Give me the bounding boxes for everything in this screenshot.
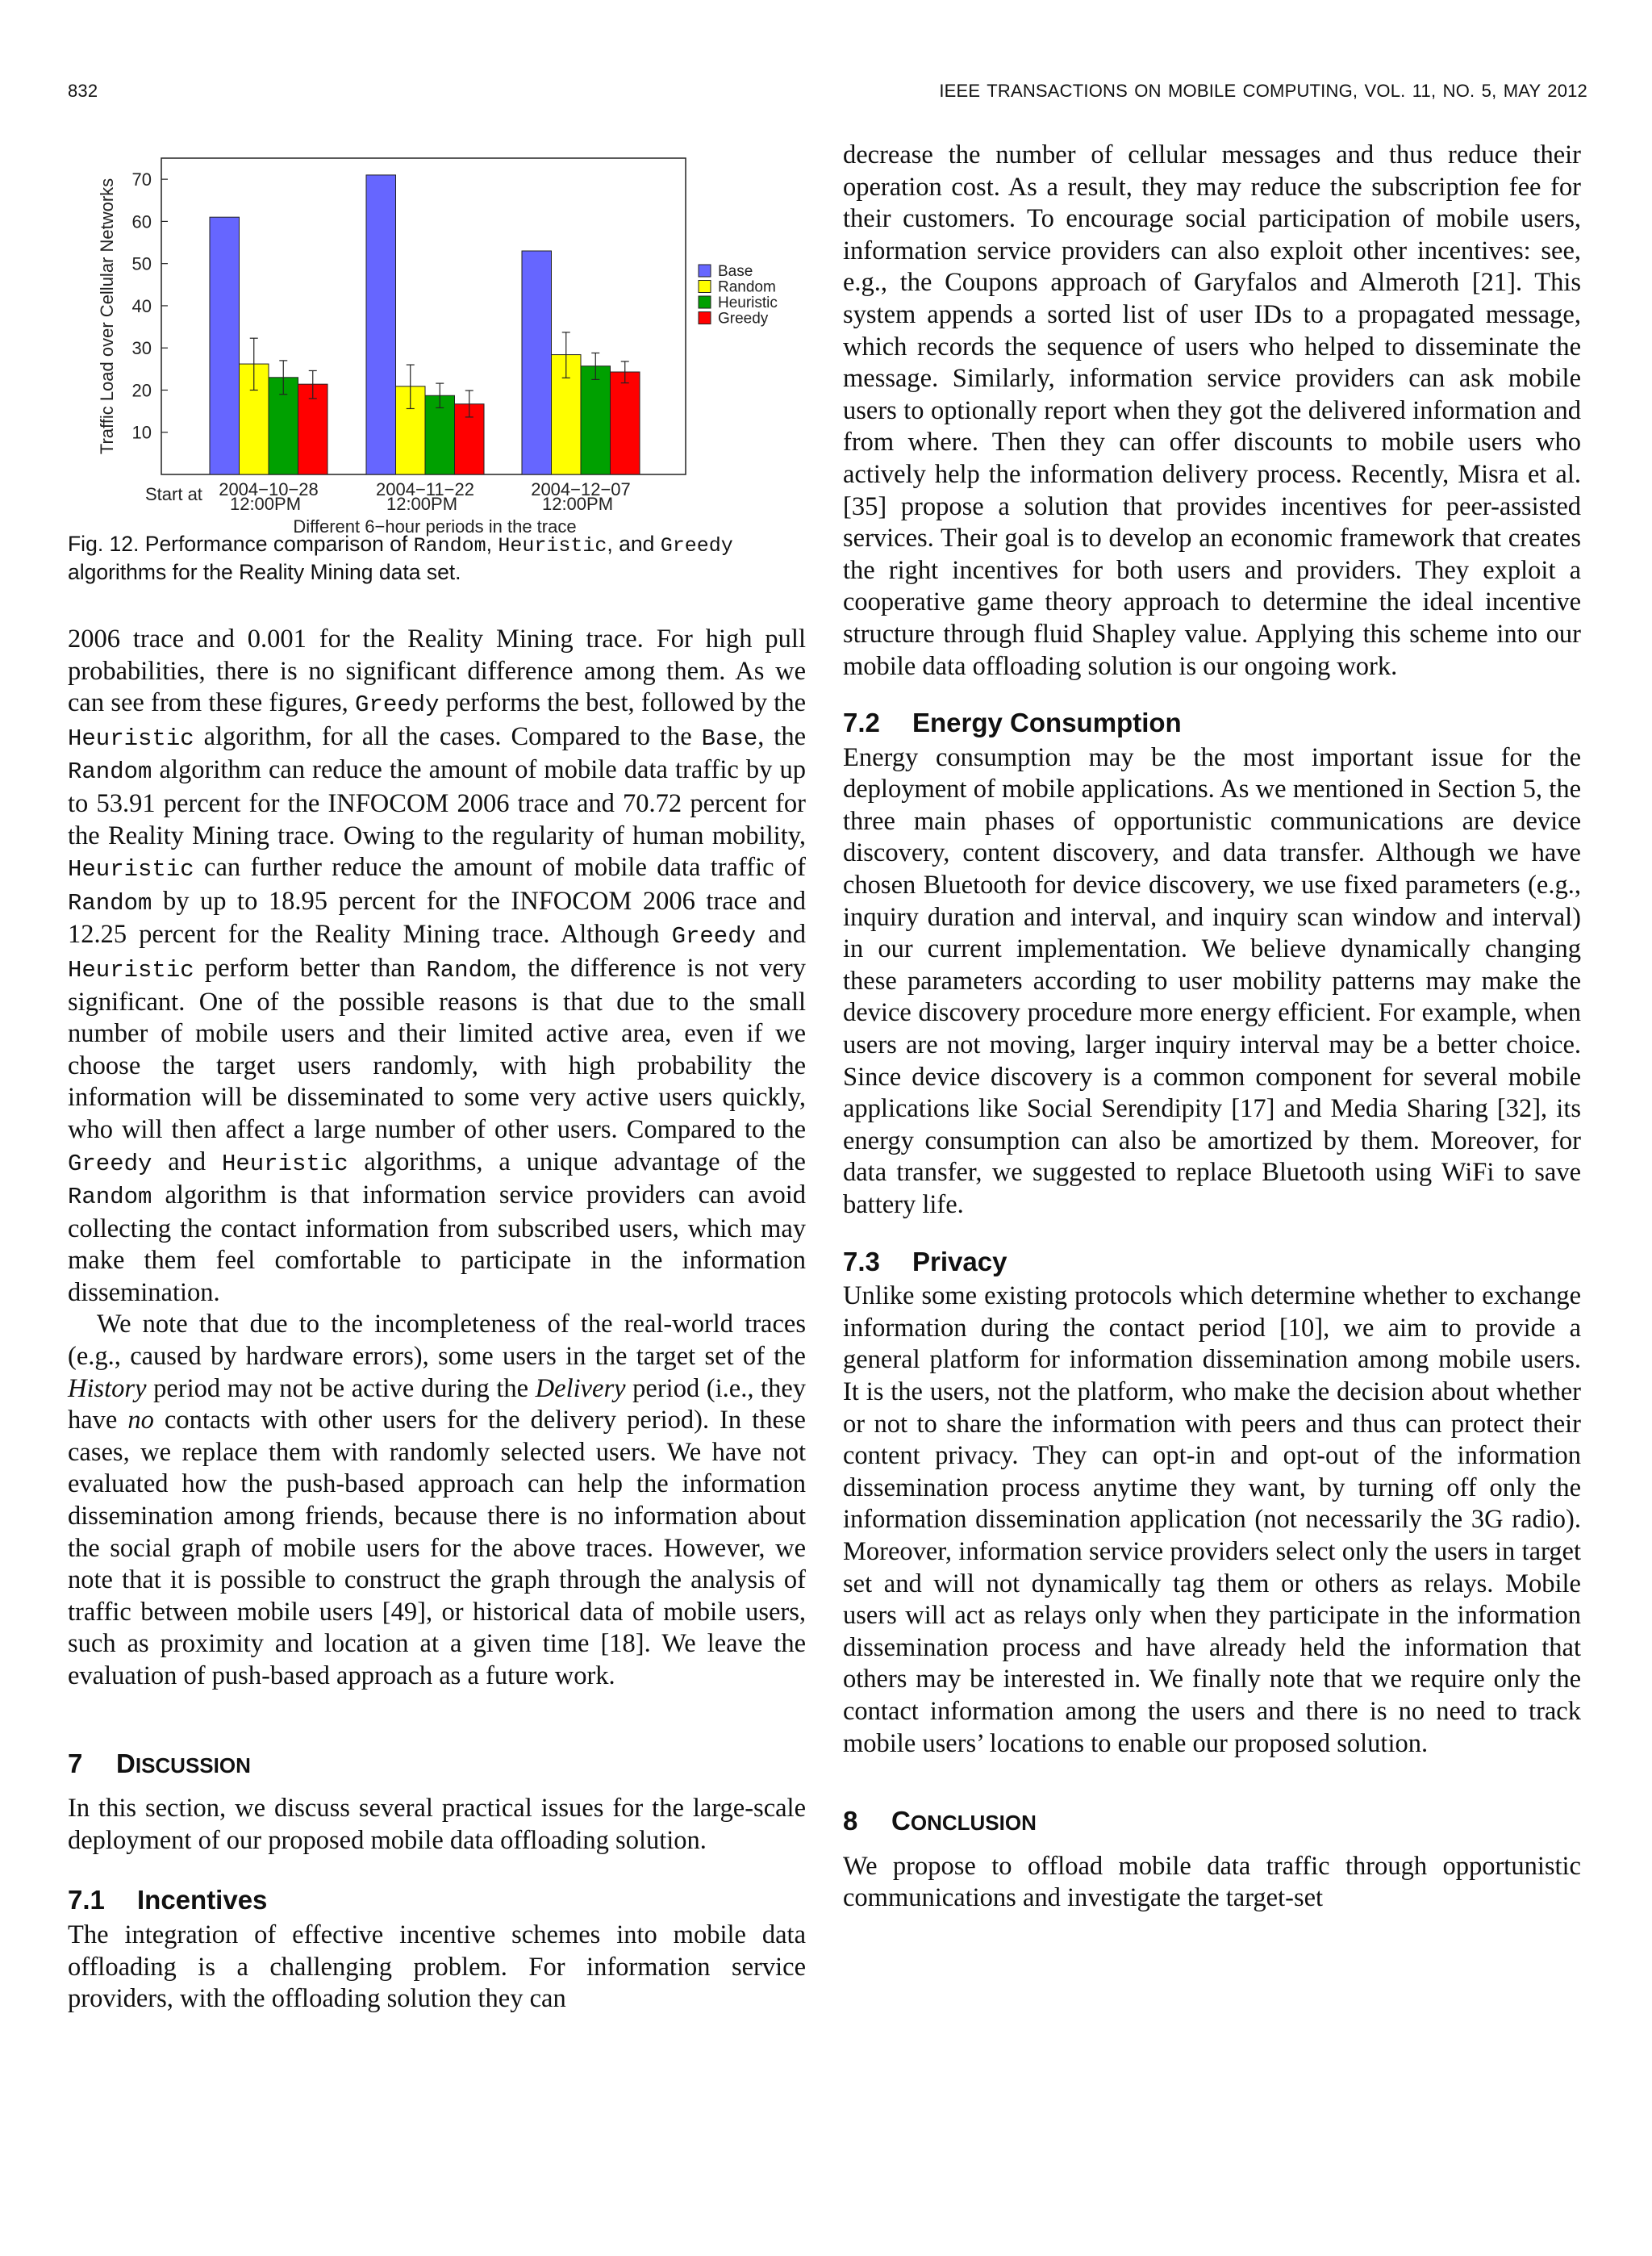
y-tick-label: 50 <box>131 253 152 274</box>
journal-title: IEEE TRANSACTIONS ON MOBILE COMPUTING, VOL. 11, NO. 5, MAY 2012 <box>939 81 1587 101</box>
bar-base <box>522 251 552 474</box>
code-run: Random <box>68 758 152 786</box>
italic-run: no <box>127 1406 154 1435</box>
legend-swatch-random <box>699 281 711 293</box>
subsection-number: 7.2 <box>843 708 880 738</box>
y-tick-label: 70 <box>131 169 152 190</box>
right-column <box>843 140 1581 1915</box>
x-tick-label-time: 12:00PM <box>541 494 614 514</box>
legend-label: Greedy <box>718 310 769 328</box>
section-number: 7 <box>68 1748 83 1778</box>
text-run: algorithm is that information service providers can avoid collecting the contact information from subscribed users, which may make them feel comfortable to participate in the information dissemination. <box>68 1180 806 1307</box>
subsection-number: 7.1 <box>68 1885 105 1916</box>
caption-algo-heuristic: Heuristic <box>498 534 607 558</box>
running-header <box>68 81 1587 105</box>
code-run: Heuristic <box>68 856 194 884</box>
legend-swatch-base <box>699 265 711 277</box>
y-tick-label: 60 <box>131 211 152 232</box>
subsection-7-1-text: The integration of effective incentive schemes into mobile data offloading is a challenging problem. For information service providers, with the offloading solution they can <box>68 1920 806 2014</box>
legend-label: Heuristic <box>718 295 778 311</box>
text-run: , the difference is not very significant. One of the possible reasons is that due to the small number of mobile users and their limited active area, even if we choose the target users randomly, with high probability the information will be disseminated to some very active users quickly, who will then affect a large number of other users. Compared to the <box>68 953 806 1144</box>
x-tick-label-date: 2004−11−22 <box>376 479 474 499</box>
paragraph-results <box>68 624 806 1309</box>
text-run: by up to 18.95 percent for the INFOCOM 2006 trace and 12.25 percent for the Reality Mining trace. Although <box>68 886 806 950</box>
bar-greedy <box>611 372 640 474</box>
caption-algo-random: Random <box>413 534 486 558</box>
y-tick-label: 40 <box>131 295 152 316</box>
italic-run: Delivery <box>535 1373 626 1403</box>
subsection-7-3-heading <box>843 1246 1581 1278</box>
caption-text: algorithms for the Reality Mining data set. <box>68 560 461 584</box>
figure-12-chart <box>68 137 826 537</box>
subsection-7-2-heading <box>843 707 1581 739</box>
code-run: Random <box>426 956 511 984</box>
text-run: contacts with other users for the delivery period). In these cases, we replace them with randomly selected users. We have not evaluated how the push-based approach can help the information dissemination among friends, because there is no information about the social graph of mobile users for the above traces. However, we note that it is possible to construct the graph through the analysis of traffic between mobile users [49], or historical data of mobile users, such as proximity and location at a given time [18]. We leave the evaluation of push-based approach as a future work. <box>68 1406 806 1690</box>
text-run: algorithms, a unique advantage of the <box>348 1147 806 1176</box>
text-run: can further reduce the amount of mobile data traffic of <box>194 853 806 883</box>
caption-text: Performance comparison of <box>144 532 414 556</box>
text-run: and <box>152 1147 222 1176</box>
text-run: period may not be active during the <box>146 1373 536 1403</box>
bar-base <box>210 217 240 474</box>
subsection-title: Incentives <box>137 1885 268 1916</box>
bar-heuristic <box>581 366 611 474</box>
caption-sep: , <box>486 532 499 556</box>
subsection-7-3-text: Unlike some existing protocols which determine whether to exchange information during the contact period [10], we aim to provide a general platform for information dissemination among mobile users. It is the users, not the platform, who make the decision about whether or not to share the information with peers and thus can protect their content privacy. They can opt-in and opt-out of the information dissemination process anytime they want, by turning off only the information dissemination application (not necessarily the 3G radio). Moreover, information service providers select only the users in target set and will not dynamically tag them or others as relays. Mobile users will act as relays only when they participate in the information dissemination process and have already held the information that others may be interested in. We finally note that we require only the contact information among the users and there is no need to track mobile users’ locations to enable our proposed solution. <box>843 1281 1581 1758</box>
section-title-rest: ONCLUSION <box>910 1811 1037 1836</box>
text-run: period (i.e., they have <box>68 1373 807 1435</box>
section-title-rest: ISCUSSION <box>135 1753 251 1778</box>
incentives-continued-text: decrease the number of cellular messages and thus reduce their operation cost. As a result, they may reduce the subscription fee for their customers. To encourage social participation of mobile users, information service providers can also exploit other incentives: see, e.g., the Coupons approach of Garyfalos and Almeroth [21]. This system appends a sorted list of user IDs to a propagated message, which records the sequence of users who helped to disseminate the message. Similarly, information service providers can ask mobile users to optionally report when they got the delivered information and from where. Then they can offer discounts to mobile users who actively help the information delivery process. Recently, Misra et al. [35] propose a solution that provides incentives for peer-assisted services. Their goal is to develop an economic framework that creates the right incentives for both users and providers. They exploit a cooperative game theory approach to determine the ideal incentive structure through fluid Shapley value. Applying this scheme into our mobile data offloading solution is our ongoing work. <box>843 140 1581 681</box>
code-run: Heuristic <box>68 725 194 752</box>
subsection-title: Energy Consumption <box>912 708 1182 738</box>
figure-caption <box>68 531 806 585</box>
caption-sep: , and <box>607 532 661 556</box>
subsection-number: 7.3 <box>843 1246 880 1276</box>
section-7-heading <box>68 1748 806 1782</box>
text-run: algorithm, for all the cases. Compared to the <box>194 721 702 751</box>
y-tick-label: 10 <box>131 422 152 443</box>
bar-chart <box>68 137 826 537</box>
legend-swatch-heuristic <box>699 296 711 308</box>
section-8-heading <box>843 1805 1581 1840</box>
text-run: perform better than <box>194 953 427 983</box>
text-run: , the <box>757 721 806 751</box>
text-run: performs the best, followed by the <box>439 688 806 718</box>
x-tick-label-date: 2004−10−28 <box>219 479 319 499</box>
italic-run: History <box>68 1373 147 1403</box>
x-prefix-label: Start at <box>145 484 202 504</box>
text-run: algorithm can reduce the amount of mobile data traffic by up to 53.91 percent for the INFOCOM 2006 trace and 70.72 percent for the Reality Mining trace. Owing to the regularity of human mobility, <box>68 755 806 850</box>
left-column <box>68 531 806 2016</box>
page-number: 832 <box>68 81 98 101</box>
section-7-intro: In this section, we discuss several practical issues for the large-scale deployment of our proposed mobile data offloading solution. <box>68 1794 806 1855</box>
legend-label: Base <box>718 263 753 280</box>
section-number: 8 <box>843 1806 858 1836</box>
x-tick-label-date: 2004−12−07 <box>531 479 631 499</box>
section-title-initial: C <box>891 1806 911 1836</box>
legend-swatch-greedy <box>699 312 711 324</box>
x-tick-label-time: 12:00PM <box>229 494 302 514</box>
section-title-initial: D <box>116 1748 136 1778</box>
y-tick-label: 30 <box>131 338 152 359</box>
paragraph-limitations <box>68 1309 806 1692</box>
section-8-text: We propose to offload mobile data traffic through opportunistic communications and investigate the target-set <box>843 1851 1581 1913</box>
text-run: We note that due to the incompleteness of the real-world traces (e.g., caused by hardware errors), some users in the target set of the <box>68 1310 806 1372</box>
y-tick-label: 20 <box>131 380 152 401</box>
code-run: Heuristic <box>221 1150 348 1177</box>
code-run: Random <box>68 889 152 917</box>
code-run: Heuristic <box>68 956 194 984</box>
code-run: Base <box>701 725 758 752</box>
x-tick-label-time: 12:00PM <box>386 494 458 514</box>
legend-label: Random <box>718 278 776 296</box>
bar-base <box>366 175 396 474</box>
code-run: Greedy <box>68 1150 152 1177</box>
code-run: Random <box>68 1184 152 1211</box>
text-run: and <box>756 920 806 950</box>
figure-label: Fig. 12. <box>68 532 140 556</box>
code-run: Greedy <box>355 691 440 719</box>
caption-algo-greedy: Greedy <box>660 534 733 558</box>
subsection-7-1-heading <box>68 1884 806 1916</box>
text-run: 2006 trace and 0.001 for the Reality Mining trace. For high pull probabilities, there is no significant difference among them. As we can see from these figures, <box>68 625 806 718</box>
y-axis-label: Traffic Load over Cellular Networks <box>97 178 117 455</box>
subsection-title: Privacy <box>912 1246 1007 1276</box>
code-run: Greedy <box>671 923 757 950</box>
x-axis-label: Different 6−hour periods in the trace <box>293 516 577 537</box>
subsection-7-2-text: Energy consumption may be the most important issue for the deployment of mobile applications. As we mentioned in Section 5, the three main phases of opportunistic communications are device discovery, content discovery, and data transfer. Although we have chosen Bluetooth for device discovery, we use fixed parameters (e.g., inquiry duration and interval, and inquiry scan window and interval) in our current implementation. We believe dynamically changing these parameters according to user mobility patterns may make the device discovery procedure more energy efficient. For example, when users are not moving, larger inquiry interval may be a better choice. Since device discovery is a common component for several mobile applications like Social Serendipity [17] and Media Sharing [32], its energy consumption can also be amortized by them. Moreover, for data transfer, we suggested to replace Bluetooth using WiFi to save battery life. <box>843 742 1581 1219</box>
